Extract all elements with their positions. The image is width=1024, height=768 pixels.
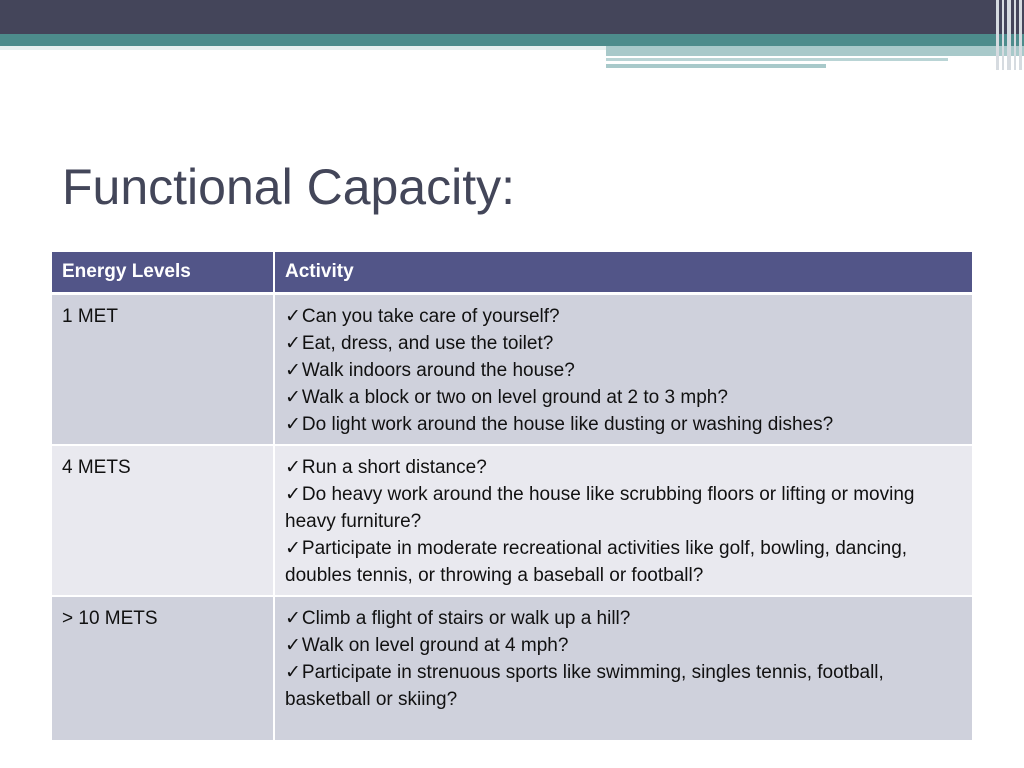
activity-text: Walk a block or two on level ground at 2 to 3 mph? xyxy=(301,387,728,408)
checkmark-icon: ✓ xyxy=(285,360,301,381)
activity-item xyxy=(285,632,962,659)
activity-cell xyxy=(274,596,972,741)
energy-level-cell: > 10 METS xyxy=(52,596,274,741)
activity-item xyxy=(285,454,962,481)
activity-text: Climb a flight of stairs or walk up a hill? xyxy=(301,608,631,629)
activity-item xyxy=(285,303,962,330)
activity-item xyxy=(285,605,962,632)
activity-text: Do light work around the house like dusting or washing dishes? xyxy=(301,414,834,435)
top-band-teal-light xyxy=(606,46,1024,56)
activity-item xyxy=(285,330,962,357)
checkmark-icon: ✓ xyxy=(285,457,301,478)
activity-item xyxy=(285,659,962,713)
activity-text: Eat, dress, and use the toilet? xyxy=(301,333,554,354)
activity-text: Can you take care of yourself? xyxy=(301,306,560,327)
top-band-line xyxy=(606,58,948,61)
checkmark-icon: ✓ xyxy=(285,414,301,435)
header-energy-levels: Energy Levels xyxy=(52,252,274,294)
checkmark-icon: ✓ xyxy=(285,333,301,354)
table-header-row xyxy=(52,252,972,294)
activity-item xyxy=(285,357,962,384)
activity-item xyxy=(285,481,962,535)
top-band-teal xyxy=(0,34,1024,46)
activity-text: Do heavy work around the house like scrubbing floors or lifting or moving heavy furniture? xyxy=(285,484,915,532)
header-activity: Activity xyxy=(274,252,972,294)
activity-item xyxy=(285,411,962,438)
activity-cell xyxy=(274,445,972,596)
activity-cell xyxy=(274,294,972,446)
page-title: Functional Capacity: xyxy=(62,159,516,215)
checkmark-icon: ✓ xyxy=(285,662,301,683)
checkmark-icon: ✓ xyxy=(285,608,301,629)
top-band-strip xyxy=(0,46,606,50)
table-row xyxy=(52,445,972,596)
energy-level-cell: 4 METS xyxy=(52,445,274,596)
checkmark-icon: ✓ xyxy=(285,538,301,559)
checkmark-icon: ✓ xyxy=(285,484,301,505)
table-row xyxy=(52,294,972,446)
checkmark-icon: ✓ xyxy=(285,387,301,408)
activity-item xyxy=(285,535,962,589)
activity-text: Participate in moderate recreational activities like golf, bowling, dancing, doubles tennis, or throwing a baseball or football? xyxy=(285,538,908,586)
energy-level-cell: 1 MET xyxy=(52,294,274,446)
top-band-line xyxy=(606,64,826,68)
top-band-dark xyxy=(0,0,1024,34)
activity-text: Participate in strenuous sports like swimming, singles tennis, football, basketball or skiing? xyxy=(285,662,884,710)
corner-stripes xyxy=(994,0,1024,70)
activity-item xyxy=(285,384,962,411)
activity-text: Walk on level ground at 4 mph? xyxy=(301,635,569,656)
activity-text: Walk indoors around the house? xyxy=(301,360,575,381)
checkmark-icon: ✓ xyxy=(285,306,301,327)
activity-text: Run a short distance? xyxy=(301,457,487,478)
capacity-table xyxy=(52,252,972,742)
table-row xyxy=(52,596,972,741)
checkmark-icon: ✓ xyxy=(285,635,301,656)
